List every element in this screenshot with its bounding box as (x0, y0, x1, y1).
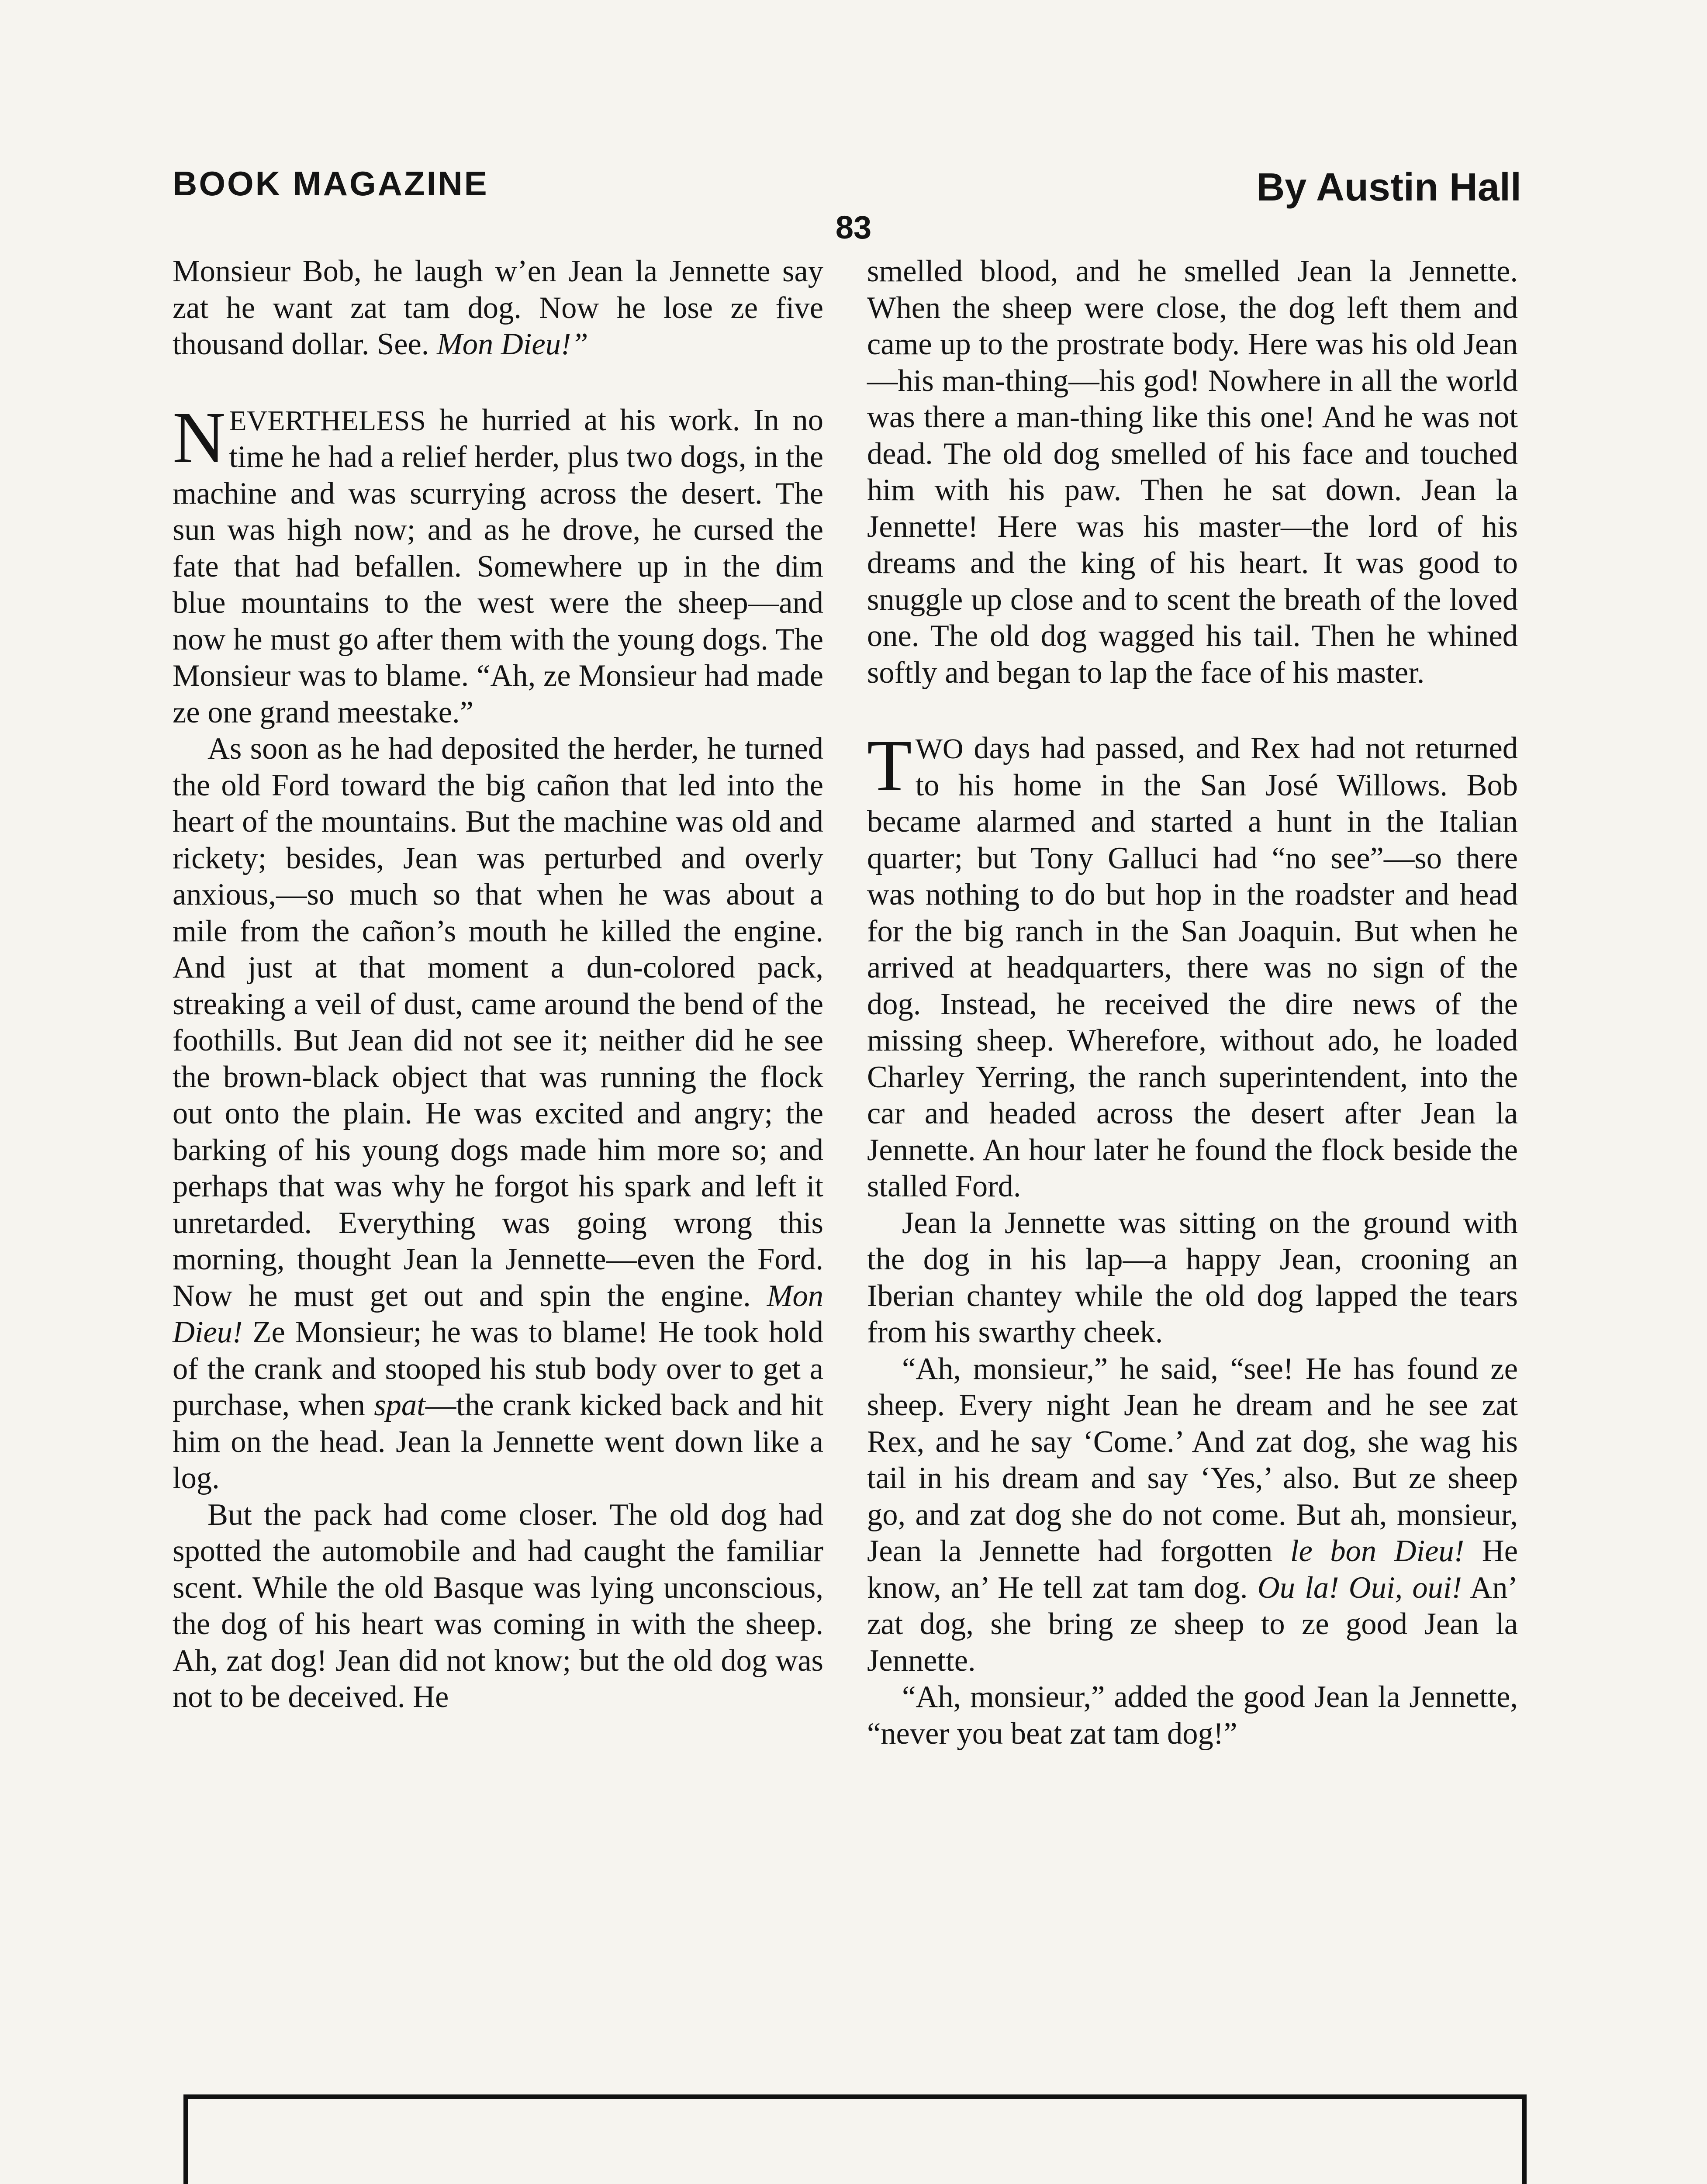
paragraph: But the pack had come closer. The old dog had spotted the automobile and had caught the familiar scent. While the old Basque was lying unconscious, the dog of his heart was coming in with the sheep. Ah, zat dog! Jean did not know; but the old dog was not to be deceived. He (173, 1497, 823, 1714)
drop-cap: N (173, 397, 226, 478)
paragraph: TWO days had passed, and Rex had not returned to his home in the San José Willows. Bob became alarmed and started a hunt in the Italian quarter; but Tony Galluci had “no see”—so there was nothing to do but hop in the roadster and head for the big ranch in the San Joaquin. But when he arrived at headquarters, there was no sign of the dog. Instead, he received the dire news of the missing sheep. Wherefore, without ado, he loaded Charley Yerring, the ranch superintendent, into the car and headed across the desert after Jean la Jennette. An hour later he found the flock beside the stalled Ford. (867, 725, 1518, 1203)
right-column (867, 253, 1518, 1752)
paragraph: Monsieur Bob, he laugh w’en Jean la Jennette say zat he want zat tam dog. Now he lose ze five thousand dollar. See. Mon Dieu!” (173, 254, 823, 361)
paragraph: As soon as he had deposited the herder, he turned the old Ford toward the big cañon that led into the heart of the mountains. But the machine was old and rickety; besides, Jean was perturbed and overly anxious,—so much so that when he was about a mile from the cañon’s mouth he killed the engine. And just at that moment a dun-colored pack, streaking a veil of dust, came around the bend of the foothills. But Jean did not see it; neither did he see the brown-black object that was running the flock out onto the plain. He was excited and angry; the barking of his young dogs made him more so; and perhaps that was why he forgot his spark and left it unretarded. Everything was going wrong this morning, thought Jean la Jennette—even the Ford. Now he must get out and spin the engine. Mon Dieu! Ze Monsieur; he was to blame! He took hold of the crank and stooped his stub body over to get a purchase, when spat—the crank kicked back and hit him on the head. Jean la Jennette went down like a log. (173, 732, 824, 1495)
paragraph: smelled blood, and he smelled Jean la Jennette. When the sheep were close, the dog left them and came up to the prostrate body. Here was his old Jean—his man-thing—his god! Nowhere in all the world was there a man-thing like this one! And he was not dead. The old dog smelled of his face and touched him with his paw. Then he sat down. Jean la Jennette! Here was his master—the lord of his dreams and the king of his heart. It was good to snuggle up close and to scent the breath of the loved one. The old dog wagged his tail. Then he whined softly and began to lap the face of his master. (867, 254, 1518, 690)
paragraph: “Ah, monsieur,” added the good Jean la Jennette, “never you beat zat tam dog!” (867, 1680, 1518, 1751)
drop-cap: T (867, 725, 912, 806)
paragraph: NEVERTHELESS he hurried at his work. In no time he had a relief herder, plus two dogs, in the machine and was scurrying across the desert. The sun was high now; and as he drove, he cursed the fate that had befallen. Somewhere up in the dim blue mountains to the west were the sheep—and now he must go after them with the young dogs. The Monsieur was to blame. “Ah, ze Monsieur had made ze one grand meestake.” (173, 397, 823, 729)
paragraph: “Ah, monsieur,” he said, “see! He has found ze sheep. Every night Jean he dream and he see zat Rex, and he say ‘Come.’ And zat dog, she wag his tail in his dream and say ‘Yes,’ also. But ze sheep go, and zat dog she do not come. But ah, monsieur, Jean la Jennette had forgotten le bon Dieu! He know, an’ He tell zat tam dog. Ou la! Oui, oui! An’ zat dog, she bring ze sheep to ze good Jean la Jennette. (867, 1351, 1518, 1678)
notice-box (183, 2094, 1527, 2184)
page-number: 83 (835, 209, 872, 245)
byline: By Austin Hall (1256, 166, 1521, 209)
paragraph: Jean la Jennette was sitting on the ground with the dog in his lap—a happy Jean, crooning an Iberian chantey while the old dog lapped the tears from his swarthy cheek. (867, 1206, 1518, 1349)
magazine-title: BOOK MAGAZINE (173, 164, 489, 203)
left-column (173, 253, 823, 1716)
